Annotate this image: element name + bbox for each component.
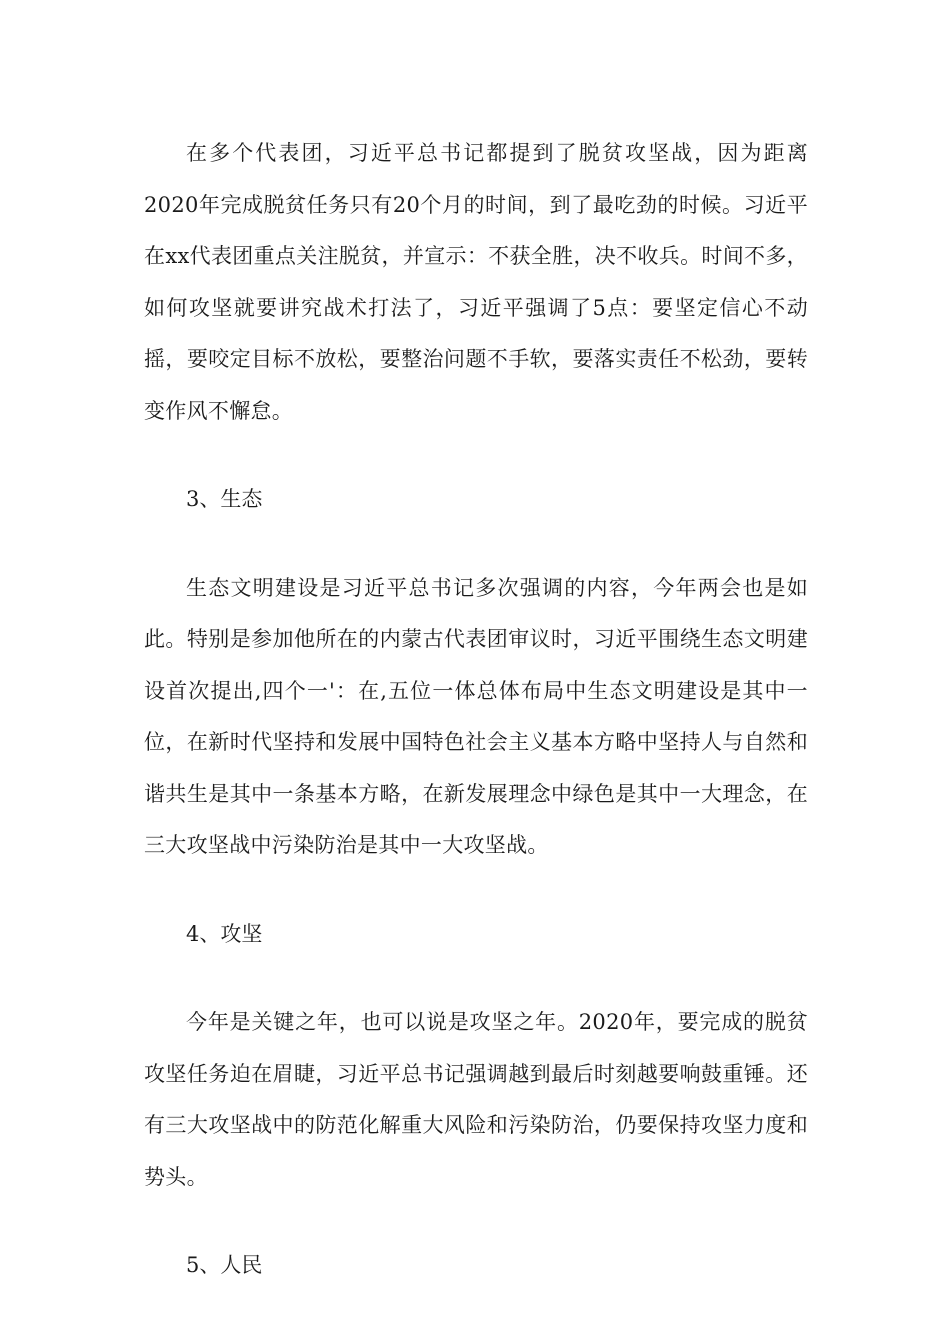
spacer bbox=[144, 526, 808, 563]
section-heading-tough-battle: 4、攻坚 bbox=[186, 921, 263, 946]
spacer bbox=[144, 872, 808, 909]
section-heading-people: 5、人民 bbox=[186, 1253, 263, 1277]
spacer bbox=[144, 437, 808, 474]
document-page bbox=[144, 128, 808, 1292]
paragraph-ecology: 生态文明建设是习近平总书记多次强调的内容，今年两会也是如此。特别是参加他所在的内蒙古代表团审议时，习近平围绕生态文明建设首次提出,四个一'：在,五位一体总体布局中生态文明建设是其中一位，在新时代坚持和发展中国特色社会主义基本方略中坚持人与自然和谐共生是其中一条基本方略，在新发展理念中绿色是其中一大理念，在三大攻坚战中污染防治是其中一大攻坚战。 bbox=[144, 575, 808, 857]
section-heading-ecology: 3、生态 bbox=[186, 487, 263, 511]
paragraph-tough-battle: 今年是关键之年，也可以说是攻坚之年。2020年，要完成的脱贫攻坚任务迫在眉睫，习近平总书记强调越到最后时刻越要响鼓重锤。还有三大攻坚战中的防范化解重大风险和污染防治，仍要保持攻坚力度和势头。 bbox=[144, 1010, 808, 1189]
spacer bbox=[144, 960, 808, 997]
paragraph-poverty-alleviation: 在多个代表团，习近平总书记都提到了脱贫攻坚战，因为距离2020年完成脱贫任务只有20个月的时间，到了最吃劲的时候。习近平在xx代表团重点关注脱贫，并宣示：不获全胜，决不收兵。时间不多，如何攻坚就要讲究战术打法了，习近平强调了5点：要坚定信心不动摇，要咬定目标不放松，要整治问题不手软，要落实责任不松劲，要转变作风不懈怠。 bbox=[144, 141, 808, 423]
spacer bbox=[144, 1203, 808, 1240]
